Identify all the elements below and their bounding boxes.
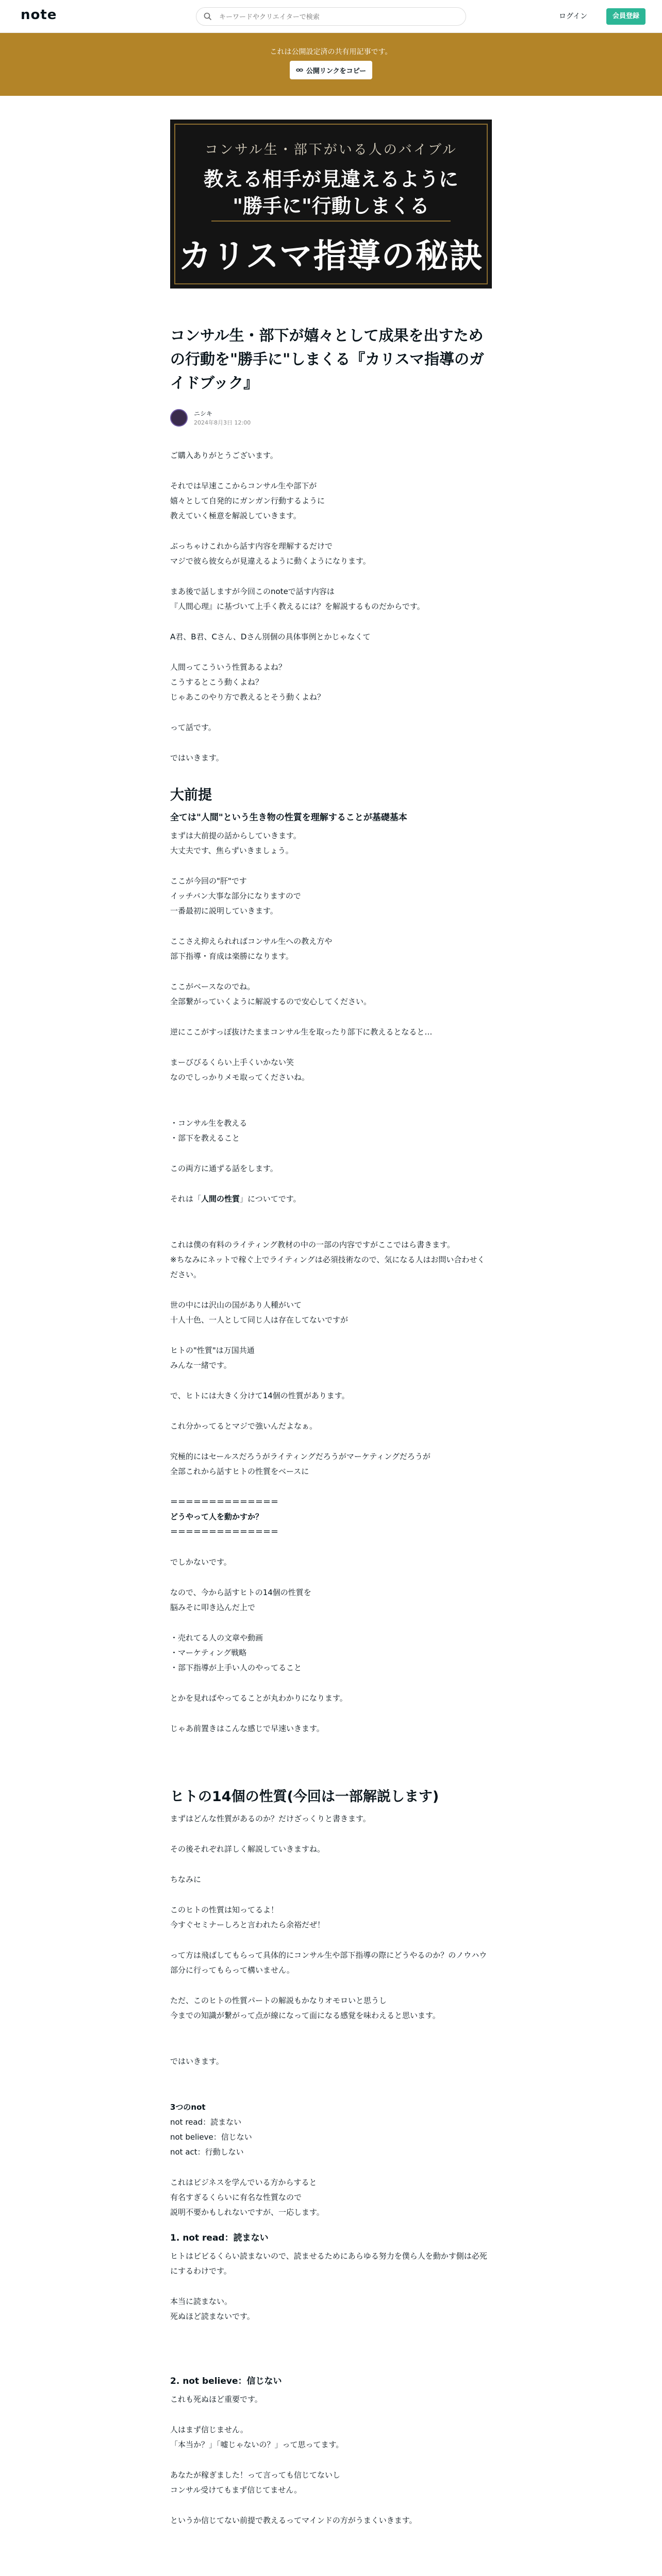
paragraph: 一番最初に説明していきます。 [170,906,278,916]
paragraph: ご購入ありがとうございます。 [170,451,278,460]
spacer [170,2452,492,2468]
emphasis-text: 人間の性質 [201,1194,240,1204]
bold-paragraph: 3つのnot [170,2103,206,2112]
spacer [170,858,492,874]
paragraph: not act：行動しない [170,2147,244,2157]
paragraph: 大丈夫です、焦らずいきましょう。 [170,846,293,855]
cover-bottom-text: カリスマ指導の秘訣 [178,237,484,276]
paragraph: って話です。 [170,723,216,732]
paragraph: じゃあ前置きはこんな感じで早速いきます。 [170,1724,324,1733]
spacer [170,1434,492,1449]
paragraph: ・部下を教えること [170,1133,240,1143]
paragraph: まーびびるくらい上手くいかない笑 [170,1058,294,1067]
spacer [170,523,492,539]
paragraph: まあ後で話しますが今回このnoteで話す内容は [170,587,335,596]
spacer [170,766,492,781]
paragraph: とかを見ればやってることが丸わかりになります。 [170,1693,347,1703]
note-logo[interactable]: note [21,7,57,23]
publish-date: 2024年8月3日 12:00 [194,419,251,426]
paragraph: 嬉々として自発的にガンガン行動するように [170,496,325,505]
sub-heading: 2. not believe：信じない [170,2376,282,2386]
author-name[interactable]: ニシキ [194,410,213,417]
paragraph: ヒトの"性質"は万国共通 [170,1346,255,1355]
spacer [170,1222,492,1238]
login-link[interactable]: ログイン [559,12,588,21]
paragraph: でしかないです。 [170,1557,231,1567]
paragraph: 「本当か？」「嘘じゃないの？」って思ってます。 [170,2440,344,2449]
spacer [170,1706,492,1721]
section-heading: ヒトの14個の性質(今回は一部解説します) [170,1789,439,1805]
paragraph: それでは早速ここからコンサル生や部下が [170,481,317,490]
banner-text: これは公開設定済の共有用記事です。 [270,48,392,56]
paragraph: イッチバン大事な部分になりますので [170,891,301,901]
spacer [170,1009,492,1025]
paragraph: というか信じてない前提で教えるってマインドの方がうまくいきます。 [170,2516,417,2525]
article-body [170,448,492,2528]
spacer [170,1767,492,1783]
paragraph: ここさえ抑えられればコンサル生への教え方や [170,937,333,946]
spacer [170,614,492,630]
spacer [170,1146,492,1161]
search-icon [204,12,212,21]
cover-mid-text [170,166,492,219]
spacer [170,2220,492,2227]
paragraph: 人はまず信じません。 [170,2425,248,2434]
paragraph: ・部下指導が上手い人のやってること [170,1663,302,1672]
paragraph: not believe：信じない [170,2132,252,2142]
spacer [170,2279,492,2294]
spacer [170,1207,492,1222]
spacer [170,2324,492,2340]
bold-paragraph: どうやって人を動かすか？ [170,1512,263,1521]
paragraph: なのでしっかりメモ取ってくださいね。 [170,1073,310,1082]
spacer [170,569,492,584]
paragraph: これはビジネスを学んでいる方からすると [170,2178,317,2187]
copy-link-label: 公開リンクをコピー [306,67,367,75]
paragraph: ではいきます。 [170,2057,224,2066]
spacer [170,1373,492,1388]
section-heading: 大前提 [170,787,212,803]
paragraph: ・コンサル生を教える [170,1118,247,1128]
paragraph: 十人十色、一人として同じ人は存在してないですが [170,1315,349,1325]
paragraph: 『人間心理』に基づいて上手く教えるには？を解説するものだからです。 [170,602,425,611]
spacer [170,2023,492,2039]
paragraph: このヒトの性質は知ってるよ！ [170,1905,279,1914]
paragraph: 今すぐセミナーしろと言われたら余裕だぜ！ [170,1920,325,1929]
spacer [170,1403,492,1419]
paragraph: ここがベースなのでね。 [170,982,255,991]
spacer [170,1675,492,1691]
spacer [170,919,492,934]
spacer [170,1752,492,1767]
spacer [170,645,492,660]
paragraph: 本当に読まない。 [170,2297,233,2306]
paragraph: なので、今から話すヒトの14個の性質を [170,1588,311,1597]
author-info [170,408,492,429]
spacer [170,463,492,479]
article-title: コンサル生・部下が嬉々として成果を出すための行動を"勝手に"しまくる『カリスマ指導のガイドブック』 [170,327,485,392]
spacer [170,2039,492,2054]
copy-link-button[interactable] [290,61,372,79]
spacer [170,2340,492,2355]
paragraph: じゃあこのやり方で教えるとそう動くよね？ [170,692,325,702]
paragraph: まずは大前提の話からしていきます。 [170,831,301,840]
paragraph: これは僕の有料のライティング教材の中の一部の内容ですがここではら書きます。 [170,1240,455,1249]
spacer [170,1570,492,1585]
search-input[interactable] [219,11,456,23]
spacer [170,1479,492,1495]
spacer [170,735,492,751]
paragraph: 全部これから話すヒトの性質をベースに [170,1467,309,1476]
cover-top-text: コンサル生・部下がいる人のバイブル [205,142,457,158]
avatar[interactable] [170,409,188,427]
spacer [170,1328,492,1343]
spacer [170,1857,492,1872]
spacer [170,2407,492,2422]
spacer [170,2498,492,2513]
paragraph: ・マーケティング戦略 [170,1648,247,1657]
paragraph: その後それぞれ詳しく解説していきますね。 [170,1844,325,1854]
paragraph: これ分かってるとマジで強いんだよなぁ。 [170,1421,318,1431]
search-box[interactable] [196,7,466,26]
sub-heading: 1. not read：読まない [170,2233,269,2243]
site-header [0,0,662,33]
spacer [170,1615,492,1631]
paragraph: ただ、このヒトの性質パートの解説もかなりオモロいと思うし [170,1996,387,2005]
paragraph: ・売れてる人の文章や動画 [170,1633,263,1642]
paragraph: みんな一緒です。 [170,1361,231,1370]
spacer [170,2355,492,2370]
spacer [170,964,492,979]
paragraph: これも死ぬほど重要です。 [170,2395,262,2404]
signup-button[interactable]: 会員登録 [606,8,646,25]
spacer [170,705,492,720]
cover-mid-line-2: "勝手に"行動しまくる [233,194,429,217]
spacer [170,1100,492,1116]
paragraph: で、ヒトには大きく分けて14個の性質があります。 [170,1391,350,1400]
paragraph: 世の中には沢山の国があり人種がいて [170,1300,302,1310]
spacer [170,1978,492,1993]
paragraph: 死ぬほど読まないです。 [170,2312,255,2321]
spacer [170,1085,492,1100]
paragraph: 部下指導・育成は楽勝になります。 [170,952,293,961]
spacer [170,1282,492,1298]
paragraph: こうするとこう動くよね？ [170,677,263,687]
bold-paragraph: ＝＝＝＝＝＝＝＝＝＝＝＝＝＝ [170,1527,279,1536]
paragraph: 人間ってこういう性質あるよね？ [170,663,287,672]
paragraph: コンサル受けてもまず信じてません。 [170,2485,302,2495]
spacer [170,1040,492,1055]
spacer [170,1887,492,1903]
share-banner [0,33,662,96]
paragraph: ではいきます。 [170,753,224,762]
paragraph: 脳みそに叩き込んだ上で [170,1603,256,1612]
paragraph-text: それは「 [170,1194,202,1204]
paragraph: 全部繋がっていくように解説するので安心してください。 [170,997,372,1006]
paragraph: 逆にここがすっぽ抜けたままコンサル生を取ったり部下に教えるとなると… [170,1027,433,1037]
paragraph: 究極的にはセールスだろうがライティングだろうがマーケティングだろうが [170,1452,431,1461]
paragraph: マジで彼ら彼女らが見違えるように動くようになります。 [170,556,371,566]
paragraph: A君、B君、Cさん、Dさん別個の具体事例とかじゃなくて [170,632,371,641]
spacer [170,1826,492,1842]
paragraph: ちなみに [170,1875,202,1884]
paragraph: not read：読まない [170,2117,242,2127]
paragraph: 教えていく極意を解説していきます。 [170,511,301,520]
spacer [170,2160,492,2175]
spacer [170,2084,492,2100]
spacer [170,1539,492,1555]
paragraph: まずはどんな性質があるのか？だけざっくりと書きます。 [170,1814,371,1823]
paragraph: あなたが稼ぎました！って言っても信じてないし [170,2470,341,2480]
paragraph: 有名すぎるくらいに有名な性質なので [170,2193,302,2202]
paragraph-text: 」についてです。 [240,1194,301,1204]
paragraph [170,1192,492,1207]
cover-divider [211,221,451,222]
paragraph: ※ちなみにネットで稼ぐ上でライティングは必須技術なので、気になる人はお問い合わせください。 [170,1255,485,1279]
spacer [170,1736,492,1752]
spacer [170,1933,492,1948]
spacer [170,2069,492,2084]
paragraph: ヒトはビビるくらい読まないので、読ませるためにあらゆる努力を僕ら人を動かす側は必死にするわけです。 [170,2251,487,2276]
paragraph: 今までの知識が繋がって点が線になって面になる感覚を味わえると思います。 [170,2011,440,2020]
paragraph: ぶっちゃけこれから話す内容を理解するだけで [170,541,333,551]
paragraph: ここが今回の"肝"です [170,876,247,886]
paragraph: って方は飛ばしてもらって具体的にコンサル生や部下指導の際にどうやるのか？のノウハウ部分に行ってもらって構いません。 [170,1951,487,1975]
bold-paragraph: ＝＝＝＝＝＝＝＝＝＝＝＝＝＝ [170,1497,279,1506]
cover-image [170,120,492,289]
cover-mid-line-1: 教える相手が見違えるように [203,167,458,191]
paragraph: この両方に通ずる話をします。 [170,1164,278,1173]
sub-heading: 全ては"人間"という生き物の性質を理解することが基礎基本 [170,812,407,823]
spacer [170,1176,492,1192]
link-icon [296,66,303,74]
paragraph: 説明不要かもしれないですが、一応します。 [170,2208,324,2217]
